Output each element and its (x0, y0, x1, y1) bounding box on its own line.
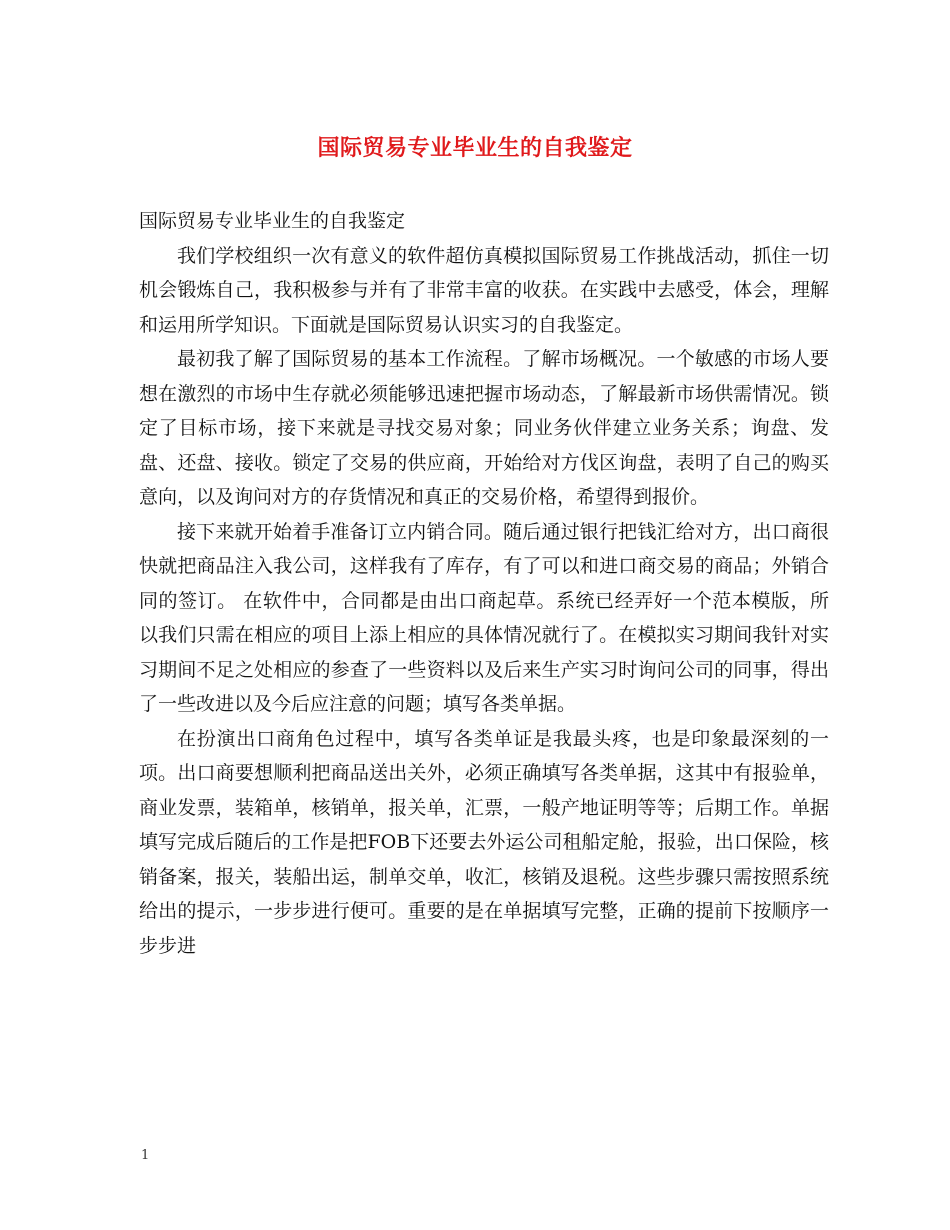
body-heading: 国际贸易专业毕业生的自我鉴定 (139, 210, 406, 232)
paragraph-contract: 接下来就开始着手准备订立内销合同。随后通过银行把钱汇给对方，出口商很快就把商品注入我公司，这样我有了库存，有了可以和进口商交易的商品；外销合同的签订。 在软件中，合同都是由出口商起草。系统已经弄好一个范本模版，所以我们只需在相应的项目上添上相应的具体情况就行了。在模拟实习期间我针对实习期间不足之处相应的参查了一些资料以及后来生产实习时询问公司的同事，得出了一些改进以及今后应注意的问题；填写各类单据。 (139, 520, 829, 715)
paragraph-workflow: 最初我了解了国际贸易的基本工作流程。了解市场概况。一个敏感的市场人要想在激烈的市场中生存就必须能够迅速把握市场动态，了解最新市场供需情况。锁定了目标市场，接下来就是寻找交易对象；同业务伙伴建立业务关系；询盘、发盘、还盘、接收。锁定了交易的供应商，开始给对方伐区询盘，表明了自己的购买意向，以及询问对方的存货情况和真正的交易价格，希望得到报价。 (139, 348, 829, 508)
paragraph-intro: 我们学校组织一次有意义的软件超仿真模拟国际贸易工作挑战活动，抓住一切机会锻炼自己，我积极参与并有了非常丰富的收获。在实践中去感受，体会，理解和运用所学知识。下面就是国际贸易认识实习的自我鉴定。 (139, 244, 829, 336)
page-number: 1 (141, 1148, 150, 1163)
document-title: 国际贸易专业毕业生的自我鉴定 (317, 135, 633, 161)
document-body (139, 204, 829, 963)
paragraph-documents: 在扮演出口商角色过程中，填写各类单证是我最头疼，也是印象最深刻的一项。出口商要想顺利把商品送出关外，必须正确填写各类单据，这其中有报验单，商业发票，装箱单，核销单，报关单，汇票，一般产地证明等等；后期工作。单据填写完成后随后的工作是把FOB下还要去外运公司租船定舱，报验，出口保险，核销备案，报关，装船出运，制单交单，收汇，核销及退税。这些步骤只需按照系统给出的提示，一步步进行便可。重要的是在单据填写完整，正确的提前下按顺序一步步进 (139, 727, 829, 957)
